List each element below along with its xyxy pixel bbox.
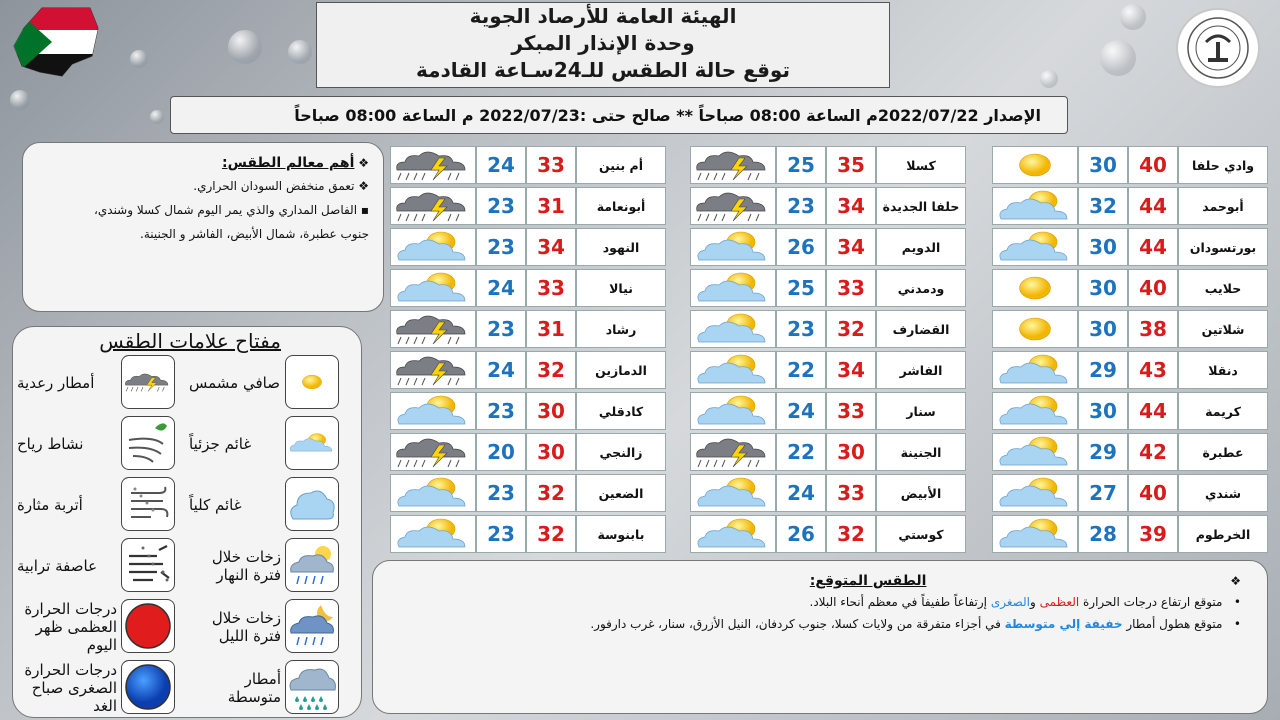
city-name: الضعين bbox=[576, 474, 666, 512]
water-drop bbox=[10, 90, 30, 110]
water-drop bbox=[1040, 70, 1058, 88]
duststorm-icon bbox=[121, 538, 175, 592]
thunderstorm-icon bbox=[390, 187, 476, 225]
city-row bbox=[390, 515, 666, 553]
city-name: وادي حلفا bbox=[1178, 146, 1268, 184]
city-name: الفاشر bbox=[876, 351, 966, 389]
city-row bbox=[390, 269, 666, 307]
city-name: دنقلا bbox=[1178, 351, 1268, 389]
thunderstorm-icon bbox=[390, 310, 476, 348]
water-drop bbox=[288, 40, 312, 64]
max-temp: 32 bbox=[826, 515, 876, 553]
max-temp: 30 bbox=[526, 433, 576, 471]
key-label: صافي مشمس bbox=[189, 374, 280, 392]
weather-key-box bbox=[12, 326, 362, 718]
partly-cloudy-icon bbox=[690, 351, 776, 389]
city-row bbox=[390, 310, 666, 348]
city-name: عطبرة bbox=[1178, 433, 1268, 471]
sun-icon bbox=[285, 355, 339, 409]
city-row bbox=[690, 269, 966, 307]
partly-cloudy-icon bbox=[690, 310, 776, 348]
sunny-icon bbox=[992, 146, 1078, 184]
key-label: أمطار رعدية bbox=[17, 374, 95, 392]
day-shower-icon bbox=[285, 538, 339, 592]
max-temp: 35 bbox=[826, 146, 876, 184]
city-name: حلفا الجديدة bbox=[876, 187, 966, 225]
city-name: بابنوسة bbox=[576, 515, 666, 553]
thunderstorm-icon bbox=[690, 146, 776, 184]
feature-item: ▪ الفاصل المداري والذي يمر اليوم شمال كسلا وشندي، bbox=[94, 203, 369, 217]
city-row bbox=[992, 351, 1268, 389]
key-label: درجات الحرارة العظمى ظهر اليوم bbox=[24, 600, 117, 654]
key-label: غائم جزئياً bbox=[189, 435, 252, 453]
key-label: درجات الحرارة الصغرى صباح الغد bbox=[24, 661, 117, 715]
red-dot-icon bbox=[121, 599, 175, 653]
water-drop bbox=[1100, 40, 1136, 76]
expected-weather-box bbox=[372, 560, 1268, 714]
max-temp: 43 bbox=[1128, 351, 1178, 389]
city-name: أبوحمد bbox=[1178, 187, 1268, 225]
city-name: القضارف bbox=[876, 310, 966, 348]
dust-icon bbox=[121, 477, 175, 531]
city-row bbox=[690, 310, 966, 348]
water-drop bbox=[130, 50, 148, 68]
partly-cloudy-icon bbox=[992, 228, 1078, 266]
city-row bbox=[992, 187, 1268, 225]
city-row bbox=[690, 392, 966, 430]
max-temp: 30 bbox=[826, 433, 876, 471]
city-row bbox=[992, 474, 1268, 512]
partly-cloudy-icon bbox=[390, 474, 476, 512]
cloudy-icon bbox=[285, 477, 339, 531]
min-temp: 23 bbox=[476, 515, 526, 553]
city-row bbox=[690, 146, 966, 184]
expected-item: • متوقع هطول أمطار خفيفة إلي متوسطة في أجزاء متفرقة من ولايات كسلا، جنوب كردفان، النيل الأزرق، سنار، غرب دارفور. bbox=[590, 617, 1241, 631]
min-temp: 30 bbox=[1078, 146, 1128, 184]
city-name: الدمازين bbox=[576, 351, 666, 389]
partly-cloudy-icon bbox=[390, 269, 476, 307]
max-temp: 34 bbox=[826, 351, 876, 389]
max-temp: 40 bbox=[1128, 474, 1178, 512]
max-temp: 40 bbox=[1128, 269, 1178, 307]
min-temp: 23 bbox=[776, 187, 826, 225]
wind-icon bbox=[121, 416, 175, 470]
city-name: سنار bbox=[876, 392, 966, 430]
city-name: أم بنين bbox=[576, 146, 666, 184]
thunderstorm-icon bbox=[390, 351, 476, 389]
max-temp: 34 bbox=[526, 228, 576, 266]
max-temp: 31 bbox=[526, 310, 576, 348]
key-label: زخات خلال فترة النهار bbox=[211, 548, 281, 584]
features-title-row: ❖ أهم معالم الطقس: bbox=[221, 155, 369, 171]
key-label: زخات خلال فترة الليل bbox=[211, 609, 281, 645]
max-temp: 42 bbox=[1128, 433, 1178, 471]
city-row bbox=[992, 146, 1268, 184]
city-row bbox=[992, 310, 1268, 348]
max-temp: 32 bbox=[526, 515, 576, 553]
max-temp: 44 bbox=[1128, 187, 1178, 225]
min-temp: 20 bbox=[476, 433, 526, 471]
max-temp: 33 bbox=[526, 269, 576, 307]
key-label: عاصفة ترابية bbox=[17, 557, 98, 575]
max-temp: 33 bbox=[526, 146, 576, 184]
city-row bbox=[690, 474, 966, 512]
min-temp: 22 bbox=[776, 351, 826, 389]
weather-features-box bbox=[22, 142, 384, 312]
blue-dot-icon bbox=[121, 660, 175, 714]
features-title: أهم معالم الطقس: bbox=[221, 155, 355, 171]
expected-title-row: ❖ الطقس المتوقع: bbox=[809, 573, 1241, 589]
max-temp: 39 bbox=[1128, 515, 1178, 553]
min-temp: 30 bbox=[1078, 392, 1128, 430]
sunny-icon bbox=[992, 269, 1078, 307]
issue-validity-bar bbox=[170, 96, 1068, 134]
partly-cloudy-icon bbox=[992, 474, 1078, 512]
key-label: أمطار متوسطة bbox=[227, 670, 281, 706]
city-name: النهود bbox=[576, 228, 666, 266]
city-name: الخرطوم bbox=[1178, 515, 1268, 553]
city-name: كسلا bbox=[876, 146, 966, 184]
city-name: كريمة bbox=[1178, 392, 1268, 430]
min-temp: 30 bbox=[1078, 269, 1128, 307]
max-temp: 32 bbox=[526, 351, 576, 389]
sunny-icon bbox=[992, 310, 1078, 348]
min-temp: 23 bbox=[476, 392, 526, 430]
city-name: نيالا bbox=[576, 269, 666, 307]
min-temp: 30 bbox=[1078, 310, 1128, 348]
max-temp: 34 bbox=[826, 228, 876, 266]
thunderstorm-icon bbox=[390, 146, 476, 184]
partly-cloudy-icon bbox=[690, 515, 776, 553]
water-drop bbox=[228, 30, 262, 64]
min-temp: 28 bbox=[1078, 515, 1128, 553]
water-drop bbox=[150, 110, 164, 124]
partly-cloudy-icon bbox=[690, 392, 776, 430]
min-temp: 23 bbox=[776, 310, 826, 348]
min-temp: 32 bbox=[1078, 187, 1128, 225]
city-row bbox=[992, 392, 1268, 430]
partly-cloudy-icon bbox=[690, 228, 776, 266]
partly-icon bbox=[285, 416, 339, 470]
key-label: غائم كلياً bbox=[189, 496, 242, 514]
night-shower-icon bbox=[285, 599, 339, 653]
max-temp: 33 bbox=[826, 269, 876, 307]
city-name: الجنينة bbox=[876, 433, 966, 471]
expected-title: الطقس المتوقع: bbox=[809, 573, 927, 589]
max-temp: 34 bbox=[826, 187, 876, 225]
max-temp: 30 bbox=[526, 392, 576, 430]
partly-cloudy-icon bbox=[992, 515, 1078, 553]
partly-cloudy-icon bbox=[992, 433, 1078, 471]
min-temp: 25 bbox=[776, 146, 826, 184]
city-name: كوستي bbox=[876, 515, 966, 553]
min-temp: 29 bbox=[1078, 351, 1128, 389]
thunderstorm-icon bbox=[390, 433, 476, 471]
city-row bbox=[992, 515, 1268, 553]
city-name: شندي bbox=[1178, 474, 1268, 512]
city-row bbox=[390, 146, 666, 184]
city-name: شلاتين bbox=[1178, 310, 1268, 348]
expected-item: • متوقع ارتفاع درجات الحرارة العظمى والصغرى إرتفاعاً طفيفاً في معظم أنحاء البلاد. bbox=[809, 595, 1241, 609]
thunderstorm-icon bbox=[690, 433, 776, 471]
city-name: رشاد bbox=[576, 310, 666, 348]
city-row bbox=[992, 228, 1268, 266]
city-name: أبونعامة bbox=[576, 187, 666, 225]
min-temp: 23 bbox=[476, 187, 526, 225]
meteorological-authority-logo bbox=[1176, 8, 1260, 88]
min-temp: 23 bbox=[476, 310, 526, 348]
city-row bbox=[390, 392, 666, 430]
issue-text: الإصدار 2022/07/22م الساعة 08:00 صباحاً ** صالح حتى :2022/07/23 م الساعة 08:00 صباحاً bbox=[294, 105, 1041, 125]
city-row bbox=[992, 433, 1268, 471]
max-temp: 32 bbox=[826, 310, 876, 348]
city-name: الدويم bbox=[876, 228, 966, 266]
partly-cloudy-icon bbox=[390, 515, 476, 553]
feature-item: ❖ تعمق منخفض السودان الحراري. bbox=[193, 179, 369, 193]
min-temp: 24 bbox=[776, 474, 826, 512]
city-row bbox=[690, 187, 966, 225]
logo-emblem-icon bbox=[1186, 16, 1250, 80]
min-temp: 23 bbox=[476, 228, 526, 266]
city-row bbox=[390, 187, 666, 225]
key-title: مفتاح علامات الطقس bbox=[99, 329, 281, 353]
rain-icon bbox=[285, 660, 339, 714]
city-name: الأبيض bbox=[876, 474, 966, 512]
max-temp: 44 bbox=[1128, 228, 1178, 266]
city-row bbox=[390, 474, 666, 512]
sudan-flag-map-icon bbox=[12, 6, 100, 78]
city-name: ودمدني bbox=[876, 269, 966, 307]
partly-cloudy-icon bbox=[690, 474, 776, 512]
city-row bbox=[390, 433, 666, 471]
min-temp: 24 bbox=[476, 146, 526, 184]
org-name: الهيئة العامة للأرصاد الجوية bbox=[469, 4, 737, 28]
key-label: أتربة مثارة bbox=[17, 496, 83, 514]
forecast-title: توقع حالة الطقس للـ24سـاعة القادمة bbox=[416, 58, 790, 82]
unit-name: وحدة الإنذار المبكر bbox=[511, 31, 695, 55]
city-row bbox=[992, 269, 1268, 307]
partly-cloudy-icon bbox=[992, 187, 1078, 225]
water-drop bbox=[1120, 4, 1146, 30]
max-temp: 33 bbox=[826, 474, 876, 512]
feature-item: جنوب عطبرة، شمال الأبيض، الفاشر و الجنينة. bbox=[140, 227, 369, 241]
partly-cloudy-icon bbox=[690, 269, 776, 307]
city-row bbox=[390, 351, 666, 389]
city-name: حلايب bbox=[1178, 269, 1268, 307]
partly-cloudy-icon bbox=[390, 228, 476, 266]
partly-cloudy-icon bbox=[390, 392, 476, 430]
min-temp: 27 bbox=[1078, 474, 1128, 512]
header-title-box bbox=[316, 2, 890, 88]
city-row bbox=[690, 228, 966, 266]
city-name: بورتسودان bbox=[1178, 228, 1268, 266]
min-temp: 23 bbox=[476, 474, 526, 512]
min-temp: 25 bbox=[776, 269, 826, 307]
max-temp: 38 bbox=[1128, 310, 1178, 348]
thunder-icon bbox=[121, 355, 175, 409]
partly-cloudy-icon bbox=[992, 392, 1078, 430]
city-row bbox=[690, 515, 966, 553]
min-temp: 26 bbox=[776, 515, 826, 553]
min-temp: 26 bbox=[776, 228, 826, 266]
partly-cloudy-icon bbox=[992, 351, 1078, 389]
city-row bbox=[390, 228, 666, 266]
max-temp: 40 bbox=[1128, 146, 1178, 184]
max-temp: 44 bbox=[1128, 392, 1178, 430]
min-temp: 22 bbox=[776, 433, 826, 471]
max-temp: 32 bbox=[526, 474, 576, 512]
min-temp: 30 bbox=[1078, 228, 1128, 266]
city-row bbox=[690, 433, 966, 471]
thunderstorm-icon bbox=[690, 187, 776, 225]
max-temp: 33 bbox=[826, 392, 876, 430]
key-label: نشاط رياح bbox=[17, 435, 84, 453]
min-temp: 24 bbox=[476, 351, 526, 389]
min-temp: 29 bbox=[1078, 433, 1128, 471]
min-temp: 24 bbox=[776, 392, 826, 430]
city-name: كادقلي bbox=[576, 392, 666, 430]
city-row bbox=[690, 351, 966, 389]
min-temp: 24 bbox=[476, 269, 526, 307]
city-name: زالنجي bbox=[576, 433, 666, 471]
max-temp: 31 bbox=[526, 187, 576, 225]
